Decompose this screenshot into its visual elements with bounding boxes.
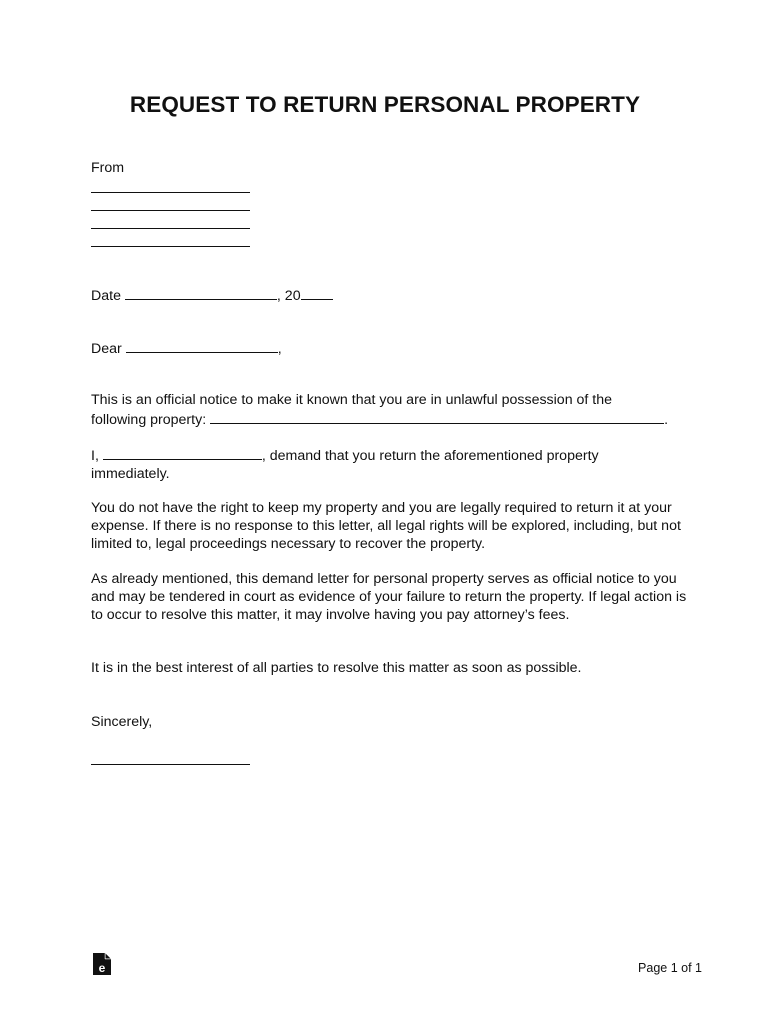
date-label: Date [91, 288, 121, 304]
from-line-4[interactable] [91, 246, 250, 247]
closing-label: Sincerely, [91, 714, 153, 730]
from-line-3[interactable] [91, 228, 250, 229]
eforms-logo-icon [92, 952, 112, 976]
from-line-2[interactable] [91, 210, 250, 211]
from-line-1[interactable] [91, 192, 250, 193]
paragraph-demand [91, 445, 691, 483]
notice-line-2: following property: [91, 412, 207, 428]
demand-text: , demand that you return the aforementioned property [261, 448, 599, 464]
document-title: REQUEST TO RETURN PERSONAL PROPERTY [129, 92, 641, 117]
recipient-blank[interactable] [126, 338, 278, 353]
property-blank[interactable] [210, 409, 664, 424]
date-blank[interactable] [125, 285, 277, 300]
paragraph-rights: You do not have the right to keep my property and you are legally required to return it at your expense. If there is no response to this letter, all legal rights will be explored, including, but not limited to, legal proceedings necessary to recover the property. [91, 500, 681, 552]
demand-prefix: I, [91, 448, 99, 464]
page-number: Page 1 of 1 [638, 961, 702, 975]
paragraph-notice [91, 391, 691, 429]
demand-line-2: immediately. [91, 466, 170, 482]
svg-text:e: e [98, 961, 106, 975]
from-label: From [91, 160, 125, 176]
dear-suffix: , [277, 341, 282, 357]
date-suffix: , 20 [276, 288, 301, 304]
year-blank[interactable] [301, 285, 333, 300]
dear-row [91, 338, 282, 358]
signature-line[interactable] [91, 764, 250, 765]
paragraph-resolve: It is in the best interest of all parties to resolve this matter as soon as possible. [91, 660, 582, 676]
dear-label: Dear [91, 341, 122, 357]
notice-end: . [664, 412, 669, 428]
notice-line-1: This is an official notice to make it known that you are in unlawful possession of the [91, 392, 613, 408]
date-row [91, 285, 333, 305]
paragraph-court: As already mentioned, this demand letter for personal property serves as official notice to you and may be tendered in court as evidence of your failure to return the property. If legal action is to occur to resolve this matter, it may involve having you pay attorney’s fees. [91, 571, 687, 623]
name-blank[interactable] [103, 445, 262, 460]
